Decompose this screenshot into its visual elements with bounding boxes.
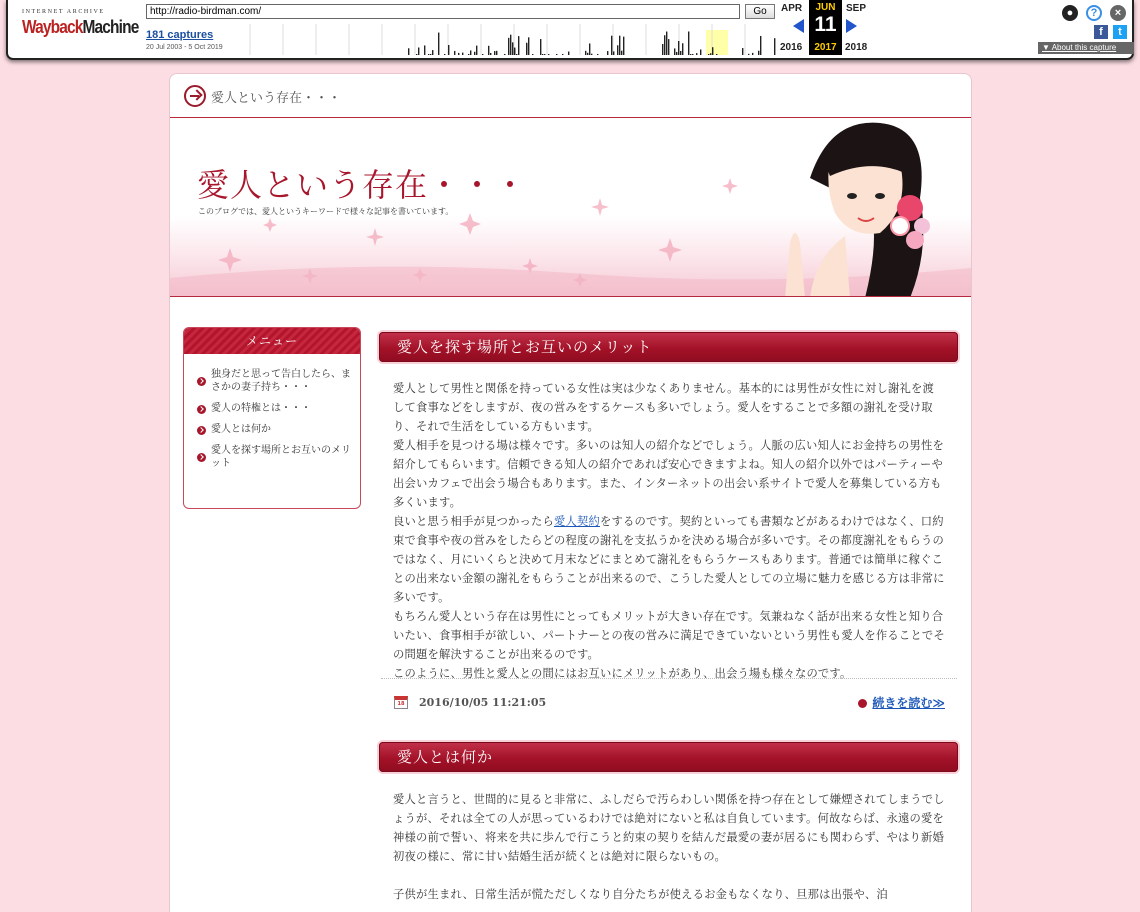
sidebar-item-privileges[interactable]: 愛人の特権とは・・・ [197, 402, 352, 415]
post-date: 2016/10/05 11:21:05 [419, 696, 547, 709]
paragraph-text: 良いと思う相手が見つかったら [393, 515, 554, 528]
current-year: 2017 [814, 42, 837, 53]
blog-page [169, 73, 972, 912]
user-icon[interactable]: ● [1062, 5, 1078, 21]
calendar-icon [394, 696, 408, 709]
header-banner [170, 117, 971, 297]
twitter-icon[interactable]: t [1113, 25, 1127, 39]
current-day: 11 [814, 13, 837, 36]
next-month[interactable]: SEP [846, 3, 867, 14]
article-body [393, 379, 945, 683]
article-paragraph [393, 512, 945, 607]
article-paragraph: 愛人と言うと、世間的に見ると非常に、ふしだらで汚らわしい関係を持つ存在として嫌煙されてしまうでしょうが、それは全ての人が思っているわけでは絶対にないと私は自負しています。何故ならば、永遠の愛を神様の前で誓い、将来を共に歩んで行こうと約束の契りを結んだ最愛の妻が居るにも関わらず、やはり新婚初夜の様に、常に甘い結婚生活が続くとは絶対に限らないもの。 [393, 793, 945, 863]
logo-wayback-machine [22, 17, 139, 37]
sidebar-heading: メニュー [184, 328, 360, 354]
logo-machine: Machine [82, 17, 139, 37]
help-icon[interactable]: ? [1086, 5, 1102, 21]
about-capture-link[interactable]: ▼ About this capture [1038, 42, 1134, 54]
article-paragraph: 愛人として男性と関係を持っている女性は実は少なくありません。基本的には男性が女性に対し謝礼を渡して食事などをしますが、夜の営みをするケースも多いでしょう。愛人をすることで多額の謝礼を受け取り、それで生活をしている方もいます。 [393, 382, 935, 433]
close-icon[interactable]: × [1110, 5, 1126, 21]
prev-year[interactable]: 2016 [780, 42, 803, 53]
sidebar-menu [183, 327, 361, 509]
capture-sparkline[interactable] [240, 24, 776, 55]
wayback-toolbar [6, 0, 1134, 60]
captures-link[interactable]: 181 captures [146, 29, 214, 41]
article-paragraph: もちろん愛人という存在は男性にとってもメリットが大きい存在です。気兼ねなく話が出来る女性と知り合いたい、食事相手が欲しい、パートナーとの夜の営みに満足できていないという男性も愛人を作ることでその問題を解決することが出来るのです。 [393, 610, 945, 661]
blog-subtitle: このブログでは、愛人というキーワードで様々な記事を書いています。 [198, 207, 454, 216]
breadcrumb-text[interactable]: 愛人という存在・・・ [211, 90, 342, 106]
woman-illustration [770, 118, 971, 297]
breadcrumb [184, 84, 341, 108]
facebook-icon[interactable]: f [1094, 25, 1108, 39]
sidebar-item-where-to-find[interactable]: 愛人を探す場所とお互いのメリット [197, 444, 352, 470]
next-capture-arrow-icon[interactable] [846, 19, 857, 33]
sidebar-item-what-is[interactable]: 愛人とは何か [197, 423, 352, 436]
calendar-day: 18 [397, 701, 405, 707]
wayback-logo[interactable] [22, 9, 139, 37]
arrow-circle-icon [184, 85, 206, 107]
sidebar-list [184, 354, 360, 470]
article-meta [381, 678, 957, 726]
read-more-link[interactable]: 続きを読む≫ [858, 694, 945, 711]
article-paragraph: 子供が生まれ、日常生活が慌ただしくなり自分たちが使えるお金もなくなり、旦那は出張や、泊 [393, 888, 888, 901]
prev-capture-arrow-icon[interactable] [793, 19, 804, 33]
next-year[interactable]: 2018 [845, 42, 868, 53]
article-paragraph: このように、男性と愛人との間にはお互いにメリットがあり、出会う場も様々なのです。 [393, 667, 852, 680]
capture-range: 20 Jul 2003 - 5 Oct 2019 [146, 44, 223, 51]
sidebar-item-married-man[interactable]: 独身だと思って告白したら、まさかの妻子持ち・・・ [197, 368, 352, 394]
logo-wayback: Wayback [22, 17, 83, 37]
article-title[interactable]: 愛人とは何か [379, 742, 958, 772]
paragraph-text: をするのです。契約といっても書類などがあるわけではなく、口約束で食事や夜の営みをしたらどの程度の謝礼を支払うかを決める場合が多いです。その都度謝礼をもらうのではなく、月にいくらと決めて月末などにまとめて謝礼をもらうケースもあります。普通では簡単に稼ぐことの出来ない金額の謝礼をもらうことが出来るので、こうした愛人としての立場に魅力を感じる方は非常に多いです。 [393, 515, 945, 604]
prev-month[interactable]: APR [781, 3, 803, 14]
article-paragraph: 愛人相手を見つける場は様々です。多いのは知人の紹介などでしょう。人脈の広い知人にお金持ちの男性を紹介してもらいます。信頼できる知人の紹介であれば安心できますよね。知人の紹介以外ではパーティーや出会いカフェで出会う場合もあります。また、インターネットの出会い系サイトで愛人を募集している方も多くいます。 [393, 439, 944, 509]
wayback-url-input[interactable]: http://radio-birdman.com/ [146, 4, 740, 19]
article-title[interactable]: 愛人を探す場所とお互いのメリット [379, 332, 958, 362]
blog-title[interactable]: 愛人という存在・・・ [197, 166, 528, 204]
current-month: JUN [815, 2, 836, 13]
aijin-keiyaku-link[interactable]: 愛人契約 [553, 515, 600, 528]
wayback-go-button[interactable]: Go [745, 4, 775, 19]
article-body [393, 790, 945, 904]
current-capture-date [809, 0, 842, 55]
logo-internet-archive: INTERNET ARCHIVE [22, 9, 105, 15]
